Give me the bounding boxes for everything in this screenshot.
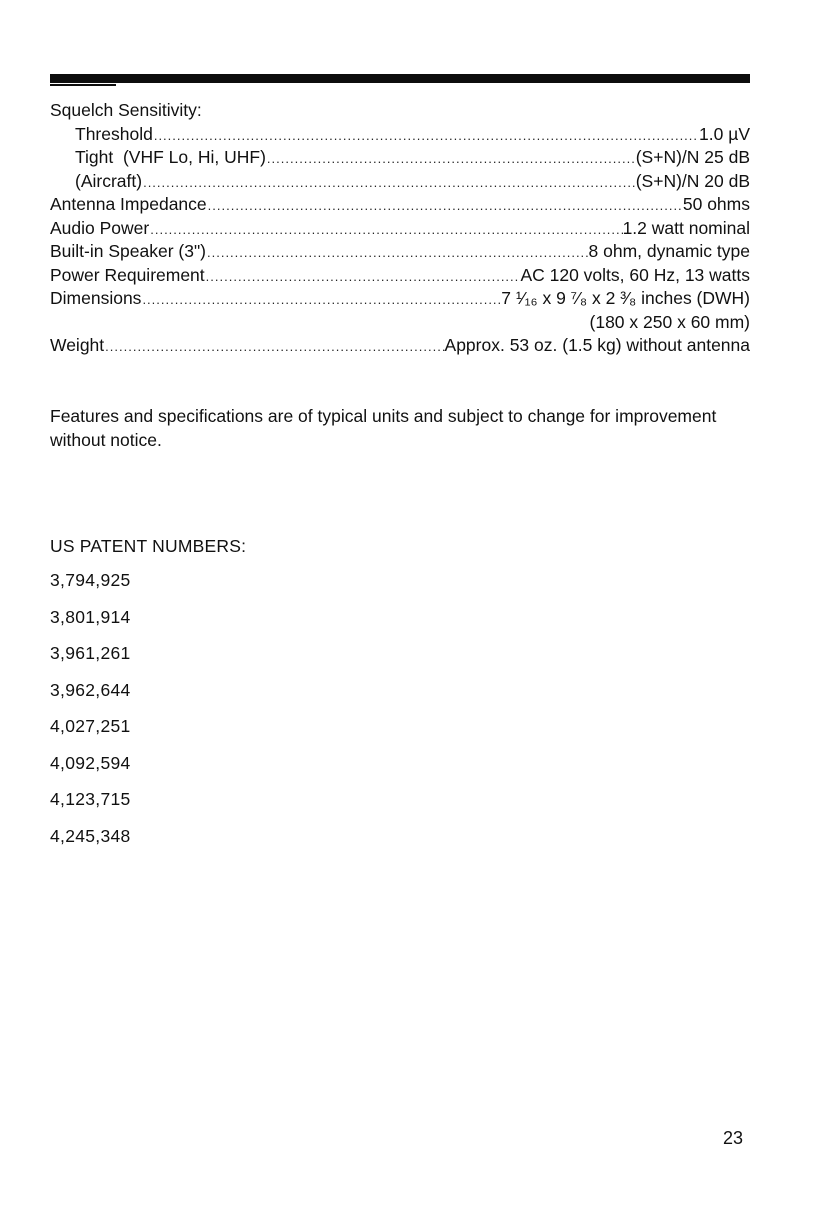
spec-row-antenna-impedance [50, 193, 750, 217]
dot-leader [266, 147, 636, 171]
spec-value: Approx. 53 oz. (1.5 kg) without antenna [444, 335, 750, 355]
spec-row-audio-power [50, 217, 750, 241]
dot-leader [141, 288, 501, 312]
patent-number: 4,092,594 [50, 752, 131, 773]
patent-number: 3,961,261 [50, 643, 131, 663]
dot-leader [104, 335, 444, 359]
top-rule-accent [50, 84, 116, 86]
spec-label: Dimensions [50, 288, 142, 308]
spec-row-tight [50, 146, 750, 170]
spec-row-built-in-speaker [50, 240, 750, 264]
spec-value: AC 120 volts, 60 Hz, 13 watts [520, 264, 750, 285]
spec-label: Audio Power [50, 217, 150, 238]
spec-label: Tight (VHF Lo, Hi, UHF) [75, 147, 266, 167]
spec-value: 50 ohms [682, 194, 750, 214]
page-number: 23 [723, 1128, 744, 1148]
spec-row-threshold [50, 123, 750, 147]
spec-row-dimensions-metric [50, 311, 750, 335]
dot-leader [206, 241, 589, 265]
spec-value: 1.0 µV [699, 123, 750, 144]
spec-label: Weight [50, 335, 105, 355]
spec-value: 8 ohm, dynamic type [588, 241, 750, 261]
spec-value: (S+N)/N 20 dB [635, 170, 750, 191]
dot-leader [205, 265, 521, 289]
spec-label: Threshold [75, 123, 153, 144]
patent-numbers-list [50, 571, 131, 863]
spec-label: Antenna Impedance [50, 194, 207, 214]
spec-row-dimensions [50, 287, 750, 311]
spec-value: 1.2 watt nominal [622, 217, 750, 238]
spec-row-power-requirement [50, 264, 750, 288]
dot-leader [149, 218, 622, 242]
patent-number: 3,962,644 [50, 679, 131, 700]
patent-numbers-heading: US PATENT NUMBERS: [50, 536, 247, 556]
spec-value: (S+N)/N 25 dB [635, 147, 750, 167]
spec-label: Power Requirement [50, 264, 205, 285]
patent-number: 3,801,914 [50, 606, 131, 627]
specifications-notice: Features and specifications are of typical units and subject to change for improvement without notice. [50, 406, 717, 450]
patent-number: 4,027,251 [50, 716, 131, 736]
spec-value: 7 ¹⁄₁₆ x 9 ⁷⁄₈ x 2 ³⁄₈ inches (DWH) [501, 288, 750, 308]
squelch-sensitivity-heading: Squelch Sensitivity: [50, 100, 202, 120]
dot-leader [207, 194, 683, 218]
spec-row-weight [50, 334, 750, 358]
spec-value-metric: (180 x 250 x 60 mm) [589, 311, 750, 332]
specifications-list [50, 99, 750, 358]
spec-label: (Aircraft) [75, 170, 143, 191]
patent-number: 3,794,925 [50, 570, 131, 590]
patent-number: 4,123,715 [50, 789, 131, 809]
dot-leader [153, 124, 699, 148]
patent-number: 4,245,348 [50, 825, 131, 846]
spec-row-aircraft [50, 170, 750, 194]
dot-leader [142, 171, 636, 195]
top-rule [50, 74, 750, 83]
spec-label: Built-in Speaker (3") [50, 241, 206, 261]
